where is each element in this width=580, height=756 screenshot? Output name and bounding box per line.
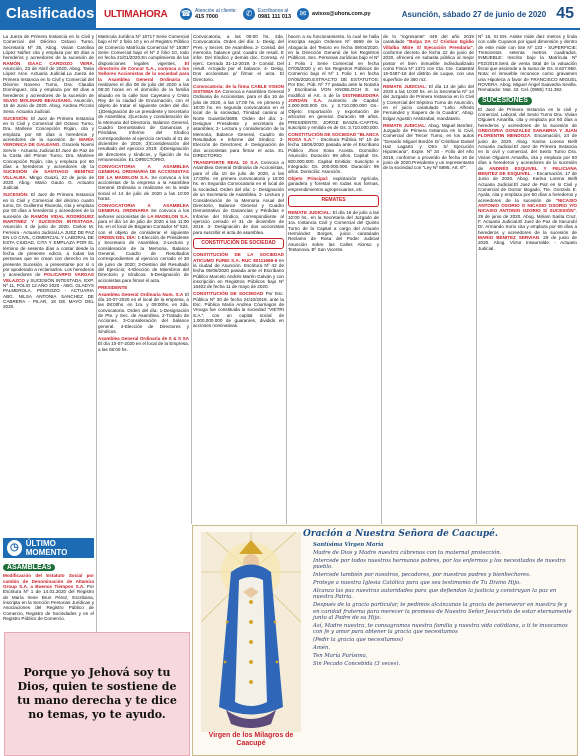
phone-contact: ☎ Atención al cliente: 415 7000 xyxy=(181,8,237,20)
notice-text: LA JUEZ DE PAZ EN LO CIVIL, COMERCIAL Y LABORAL DE ESTA CIUDAD, CITA Y EMPLAZA POR EL término de sesenta días a contar desde la fecha de presente edicto, a todas las personas que se crean con derecho en la presente Sucesión, a presentarse por sí o por apoderado a reclamarlos. Los herederos y acreedores de xyxy=(3,229,94,278)
ultimo-momento-banner: ◷ ÚLTIMO MOMENTO xyxy=(3,538,94,558)
notice-heading: GREGORIA GONZALEZ SANABRIA Y JUAN FLORENTIN MENDOZA xyxy=(478,128,577,139)
whatsapp-contact: ✆ Escríbanos al 0981 111 013 xyxy=(243,8,291,20)
whatsapp-icon: ✆ xyxy=(243,8,255,20)
email-contact: ✉ avisos@uhora.com.py xyxy=(297,8,371,20)
notice-heading: RAMÓN ISAAC CARDOZO VERA. xyxy=(3,60,94,66)
notice-heading: ORDEN DEL DÍA: xyxy=(98,234,137,240)
notice-heading: RAMÓN VIDAL RODRÍGUEZ MARTINEZ Y SUCESIÓN INTESTADA. xyxy=(3,213,94,224)
notice-text: El Juez de Primera Instancia en lo Civil y Comercial del Octavo Turno, Dra. Marlene Concepción Roján, cita y emplaza por 60 días a herederos y acreedores de la sucesión de xyxy=(3,115,94,143)
notice-heading: CONSTITUCIÓN DE LA SOCIEDAD ATICUMO FUREI S.A. RUC 80111666-6 xyxy=(193,252,284,263)
notice-text: Convoca a Asamblea General Ordinaria de Accionistas, para el día 16 de julio de 2020, a las 17:00 hs. en primera y 18:00 hs. en segunda convocatoria en el local de la sociedad, Trinidad camino al Norte Guambe/3689. Orden del día: 1- Designar Presidente y secretario de asamblea; 2- Lectura y consideración de la Memoria, Balance General, Cuadro de Resultados e Informe del Síndico; 3- Elección de Directores; 4- Designación de dos accionistas para firmar el acta. EL DIRECTORIO. xyxy=(193,89,284,159)
notice-heading: MARÍA VERONICA DE GALEANO. xyxy=(3,137,94,148)
category-label: SUCESIONES xyxy=(478,97,532,104)
prayer-line: (Pedir la gracia que necesitamos) xyxy=(313,637,403,644)
notice-heading: CONSTITUCIÓN DE SOCIEDAD xyxy=(193,291,264,297)
prayer-text xyxy=(313,542,573,669)
notice-text: La Jueza de Primera Instancia en lo Civil y Comercial del Décimo Noveno Turno, Dra. Claudia Domínguez, cita y emplaza por 60 días a herederos y acreedores de la sucesión de xyxy=(3,71,94,98)
notice-heading: El directorio de Concor S.A., convoca a los Señores Accionistas de la sociedad para la Asamblea General Ordinaria xyxy=(98,60,189,82)
notice-heading: Convocatoria: de la firma CABLE VISION SISTEMA SA xyxy=(193,83,284,95)
notice-text: Graciela Noemi Servín - Actuaria Judicial. xyxy=(3,142,94,153)
notice-text: EXTRACTO DE ESTATUTOS: Por Esc. Púb. Nº 77 pasada ante la Notaría y Escribanía VON KNOBLOCH E. se modificó el Art. 4 de la xyxy=(288,76,379,98)
notice-heading: CONVOCATORIA A ASAMBLEA GENERAL ORDINARIA xyxy=(98,202,189,214)
notice-heading: CONVOCATORIA A ASAMBLEA GENERAL ORDINARIA DE ACCIONISTAS DE LA MADELON S.A. xyxy=(98,163,189,180)
notice-text: y SUCESIÓN INTESTADA, EXP. Nº 11, FOLIO 12 AÑO 2020 - ABG. GLADYS PALMEROLA. PEDROZO - ACTUARIA ABG. NILSA ANTONIA SANCHEZ DE CABRERA - PILAR, 18 DE MAYO DEL 2020. xyxy=(3,277,94,310)
notice-heading: SUCESIÓN: xyxy=(3,115,29,121)
notice-text: Se convoca a los accionistas de la empresa a la Asamblea General Ordinaria a realizarse en la sede social el 14 de julio de 2020 a las 10:00 horas. xyxy=(98,174,189,201)
notice-text: El Juez de Primera Instancia en lo Civil y Comercial del décimo cuarto turno, Dr. Guillermo Rivarola, cita y emplaza por 60 días a herederos y acreedores de la sucesión de xyxy=(3,192,94,219)
column-divider xyxy=(476,34,477,524)
notice-heading: ANDRÉS ESQUIVEL Y FELICIANA BENITEZ DE ESQUIVEL xyxy=(478,165,577,176)
notice-heading: DISTRIBUIDORA JORDÁN S.A. xyxy=(288,92,379,104)
notice-heading: "NICASIO ANTONIO OSORIO O NICASIO OSORIO Y/O NICASIO ANTONIO OZORIO S/ SUCESIÓN" xyxy=(478,197,577,214)
column-3 xyxy=(193,34,284,544)
column-4 xyxy=(288,34,379,544)
notice-text: . Encarnación, 24 de junio de 2020. Abog. Karina Lorena Bellt Actuaria Judicial. xyxy=(478,133,577,150)
notice-text: Por Esc. Pública Nº 30 de fecha 24/10/2019, ante la Esc. Pública María Andrea Cóurriagos de Vrouga fue constituida la sociedad "VIETRI S.A.", con un capital social de 1.000.000.000 de guaraníes, dividido en acciones nominativas. xyxy=(193,291,284,329)
notice-text: La Jueza de Primera Instancia en lo Civil y Comercial del Décimo Octavo Turno, Secretaría Nº 35, Abog. Vivian Carolina López Núñez cita y emplaza por 60 días a herederos y acreedores de la sucesión de xyxy=(3,34,94,61)
notice-text: en la ciudad de Asunción. Escritura Nº 42 de fecha 05/06/2020 pasada ante el Escribano Público Marcelo Andrés Martín Galván y con inscripción en Registros Públicos bajo Nº 16402 de fecha 11 de mayo de 2020. xyxy=(193,257,284,290)
notice-text: El día 14 de julio del 2020 a las 10:00 hs. en la Secretaría Nº 14 del Juzgado de Primera Instancia en lo Civil y Comercial del Séptimo Turno de Asunción, en el juicio caratulado "Lelio Alfredo Fernández y Siapero de la Cuadra", Abog. Edgar Agustín Aristizabal, mandatario. xyxy=(383,83,474,121)
notice-heading: REMATE JUDICIAL: xyxy=(383,122,427,128)
mail-icon: ✉ xyxy=(297,8,309,20)
bible-verse-ad: Porque yo Jehová soy tu Dios, quien te sostiene de tu mano derecha y te dice no temas, yo te ayudo. xyxy=(4,632,190,756)
notice-text: Se convoca a los señores accionistas de xyxy=(98,208,189,219)
notice-text: Será de venta total de la valuación fiscal que asciende a la suma de Gs. 8.627.950. Nota: el inmueble reconoce como gravamen una Hipoteca a favor de FRANCISCO MIGUEL ROVERA. Abog. Miguel Ángel Saavedra Sevilla. Rematador. Mat. 43. Cel. (0985) 741.392. xyxy=(478,60,577,93)
notice-text: El Juez de Primera Instancia en lo civil y comercial, del Sexto Turno Dra. Vivian Olguiers Amarilla, cita y emplaza por 60 días a herederos y acreedores de la sucesión de xyxy=(478,144,577,171)
virgin-caption: Virgen de los Milagros de Caacupé xyxy=(208,732,294,747)
notice-heading: SUCESIÓN de SANTIAGO BENÍTEZ VILLALBA. xyxy=(3,169,94,180)
notice-heading: CONSTITUCIÓN DE SOCIEDAD "BLANCA ROSA S.A." xyxy=(288,131,379,143)
prayer-line: Protege a nuestra Iglesia Católica para que sea testimonio de Tu Divino Hijo. xyxy=(313,580,521,587)
notice-text: Mingo Guazú, 22 de junio de 2020. Abog. Mario Gauto G. Actuario Judicial. xyxy=(3,174,94,191)
column-2 xyxy=(98,34,189,559)
prayer-line: Sin Pecado Concebida (3 veces). xyxy=(313,661,401,667)
notice-text: El Juez de Paz en lo Civil y Comercial de Doctor Bogado, Tte. Gonzalo E. Ayala, cita y emplaza por 60 días a herederos y acreedores de la sucesión de xyxy=(478,181,577,203)
section-stamp: CONSTITUCIÓN DE SOCIEDAD xyxy=(193,238,284,249)
notice-heading: POLICARPO VARGAS VELAZCO xyxy=(3,272,94,283)
prayer-line: Intercede por todos nuestros hermanos pobres, por los enfermos y los necesitados de nuestro pueblo. xyxy=(313,557,566,571)
notice-text: Por Escritura Nº 1 de 14.01.2020 del Registro de María Irene Brun Pérez, Escribana, inscripta en la Sección Personas Jurídicas y Asociaciones del Registro Público de Comercio, Registro de Sociedades y en el Registro Público de Comercio. xyxy=(3,584,94,622)
notice-text: El día 16 de julio a las 10:00 hs., en la Secretaría del Juzgado de 1ra. Instancia Civil y Comercial del Quinto Turno de la Capital a cargo del Actuario Hernández Borges, juicio caratulado Reclamo de Rosa del Poder Judicial Asunción sobre las Calles Alonso y Testanova, Bº San Vicente. xyxy=(288,209,379,252)
notice-text: , conforme decreto de fecha 22 de junio de 2020, ofrecerá en subasta pública al mejor postor el bien inmueble individualizado como Finca Nº 1371 con Cta. Cte. Catastral 15-0487-18 del distrito de Luque, con una superficie de 360 m2. xyxy=(383,44,474,82)
notice-text: hacen a su funcionamiento. la cual se halla inscripta según Ordenes Nº 6669 de la Abogacía del Tesoro en fecha 09/04/2020, en la Dirección General de los Registros Públicos, Sec. Personas Jurídicas bajo el Nº 1 Folio 1 Serie Comercial en fecha 07/05/2020 y en los Registros Públicos de Comercio bajo el Nº 1 Folio 1 en fecha 07/05/2020. xyxy=(288,34,379,82)
notice-text: Convoca a Asamblea General Ordinaria de Accionistas, para el día 10 de julio de 2020, a las 17:00hs. en primera convocatoria y 18:00 hs. en Segunda Convocatoria en el local de la sociedad. Orden del día: 1- Designación de un Secretario de Asamblea. 2- Lectura y Consideración de la Memoria Anual del Directorio, Balance General y Cuadro Demostrativo de Ganancias y Pérdidas e Informe del Síndico, correspondiente al ejercicio cerrado el 31 de diciembre de 2019. 3- Designación de dos accionistas para suscribir el acta de asamblea. xyxy=(193,160,284,235)
notice-heading: Asamblea General Ordinaria Num. S.A xyxy=(98,291,184,297)
phone-icon: ☎ xyxy=(181,9,191,18)
column-divider xyxy=(286,34,287,524)
column-divider xyxy=(96,34,97,734)
notice-text: El Juez de Primera Instancia en lo civil y comercial, Laboral, del Sexto Turno Dra. Vivian Olguiers Amarilla, cita y emplaza por 60 días a herederos y acreedores de la sucesión de xyxy=(478,106,577,128)
notice-text: Convocatoria, a las 09:00 hs. 2da. Convocatoria. Orden del día: 1- Desig. del Pres. y Secret. De Asamblea. 2- Consid. del memoria, balance gral. cuadro de result. E infor. Del Síndico y demás doc. Corresp. Al ejerc. Cerrado 31-12-2019. 3- Consid. Del result. Arrojado por el balance. 4- Desig. Dos accionistas p/ firmar el acta. El Directorio. xyxy=(193,34,284,82)
prayer-subtitle: Santísima Virgen María xyxy=(313,542,384,548)
prayer-line: Intercede también por nosotros, pecadores, por nuestros padres y bienhechores. xyxy=(313,572,531,579)
prayer-line: Así, Madre nuestra, te consagramos nuestra familia y nuestra vida cotidiana, a ti te invocamos con fe y amor para obtener la gracia que necesitamos xyxy=(313,622,568,636)
notice-heading: MARIO BENITEZ SERVIAN xyxy=(478,234,540,240)
notice-text: . 29 de junio de 2020. Abog. Victor Insaurralde. - Actuario Judicial. xyxy=(478,234,577,251)
notice-text: El Juez de Paz de Itacurubí Dr. Armando Sorio cita y emplaza por 60 días a herederos y acreedores de la sucesión de xyxy=(478,218,577,235)
notice-text: explotación Agrícola, ganadera y forestal en todas sus formas, emprendimientos agropecuarios, etc. xyxy=(288,176,379,192)
page-number: 45 xyxy=(556,5,574,22)
virgin-image xyxy=(201,532,301,732)
notice-heading: LA MADELON S.A. xyxy=(147,213,189,219)
notice-text: - Escritura Pública Nº 10 de fecha 18/06/2020 pasada ante el Escribano Público Jhon Sosa Acosta. Domicilio: Asunción. Duración: 99 años. Capital: Gs. 800.000.000. Capital Emitido: Suscripto e Integrado: Gs. 200.000.000. Duración: 99 años. Domicilio: Asunción. xyxy=(288,137,379,175)
prayer-line: Alcanza las paz nuestras autoridades para que defiendan la justicia y construyan la paz en nuestra Patria. xyxy=(313,587,557,601)
notice-text: Asunción, 23 de Abril de 2020. Abog. Tania Lòpez Arce. Actuaria Judicial. xyxy=(3,66,94,77)
prayer-box xyxy=(192,525,578,756)
notice-text: Matricula Jurídica Nº 18717 Serie Comercial bajo el Nº 2 folio 10 y en el Registro Público de Comercio Matrícula Comercial Nº 19387 Serie Comercial bajo el Nº 2 folio 10, todo en fecha 21/01/2020. xyxy=(98,34,189,61)
notice-text: . - Encarnación, 17 de Junio de 2020. Abog. Karina Lorena Bellt Actuaria Judicial. xyxy=(478,170,577,187)
notice-heading: TRANSPORTE REAL 10 S.A xyxy=(193,160,258,166)
section-title: Clasificados xyxy=(0,0,96,29)
section-stamp: REMATES xyxy=(288,195,379,206)
notice-text: Asunción 4 de junio de 2020. Carlos M. Ferreira - Actuario Judicial. xyxy=(3,224,94,235)
notice-text: En cumplimiento de las disposiciones legales vigentes, xyxy=(98,55,189,66)
column-6 xyxy=(478,34,577,554)
notice-heading: Modificación del Estatuto Social por cambio de Denominación de Altamira Group S.A. a Buenos Tiempos S.A. xyxy=(3,573,94,590)
brand-logo: ULTIMAHORA xyxy=(104,8,168,20)
category-label: ASAMBLEAS xyxy=(3,564,55,571)
prayer-line: Ten María Purísima, xyxy=(313,653,368,660)
column-5 xyxy=(383,34,474,549)
notice-text: El Juez de Paz de la Costa del Primer Turno, Dra. Marlene Concepción Roján, cita y emplaza por 60 días a herederos y acreedores de la xyxy=(3,147,94,169)
issue-date: Asunción, sábado 27 de junio de 2020 xyxy=(401,9,547,19)
notice-heading: SILVIO MOLINARI BEAUSANG. xyxy=(3,98,73,104)
notice-text: El día 10-07-2020 en el local de la empresa, a las 08:00hs. en 1ra. y 09:00hs. en 2da. convocatoria. Orden del día: 1-Designación de Pte. y Sec. de Asamblea. 2-Tratado de Acciones. 3-Consideración del balance general. 4-Elección de Directores y Síndicos. xyxy=(98,291,189,334)
ultimo-momento-content xyxy=(3,561,94,631)
prayer-line: Amén. xyxy=(313,645,331,652)
notice-text: Nº 16, SI EN. Asiste mide diez metros y linda con calle Cuyanos por igual dimensión y dentro de este mide con lote Nº 133 - SUPERFICIE: Trescientos setenta metros cuadrados. INMUEBLE: Inscrito bajo la Matrícula Nº F02/2019. xyxy=(478,34,577,66)
prayer-title: Oración a Nuestra Señora de Caacupé. xyxy=(303,529,499,539)
notice-text: . 29 de junio de 2020. Abog. Miriam Sarita Cruz. F. Actuaria Judicial. xyxy=(478,208,577,224)
notice-heading: Asamblea General Ordinaria de S & S SA xyxy=(98,335,189,341)
column-divider xyxy=(191,34,192,524)
column-divider xyxy=(381,34,382,524)
notice-heading: REMATE JUDICIAL: xyxy=(383,83,427,89)
notice-text: a realizarse el día 08 de julio del 2020 a las 08:30 horas en el domicilio de la familia situado en la calle San Cayetano y Cristo Rey de la ciudad de Encarnación, con el objeto de tratar el siguiente orden del día: 1)Designación de un presidente y Secretario de Asamblea; 2)Lectura y consideración de la Memoria del Directorio, Balance General, Cuadro Demostrativo de Ganancias y Pérdidas, Informe del Síndico correspondiente al ejercicio cerrado al 31 de diciembre de 2019; 3)Consideración del resultado del ejercicio 2019; 4)Designación de directores y síndicos, y fijación de su remuneración. EL DIRECTORIO. xyxy=(98,76,189,162)
notice-text: 1-Elección de Presidente y Secretario de Asamblea; 2-Lectura y consideración de la Memoria, Balance General, Cuadro de Resultados correspondientes al ejercicio cerrado el 30 de junio de 2020; 3-Destino del Resultado del Ejercicio; 4-Elección de Miembros del Directorio y Síndicos. 5-Designación de accionistas para firmar el acta. xyxy=(98,234,189,283)
notice-heading: "Bolpa SA C/ Cristian Egidio Villalba Mitre S/ Ejecución Prendaria" xyxy=(383,39,474,50)
notice-text: El día 10-07-2020 en el local de la Empresa, a las 08:00 hs. xyxy=(98,341,189,352)
notice-text: Abog. Miguel Benítez, Juzgado de Primera Instancia en lo Civil, Comercial del Tercer Turno, en los autos "Gerardo Miguel Bordón D/ Cristhian Daniel Haz Lagarto y Otro S/ Ejecución Hipotecaria", Expte. Nº 34 - Folio del Año 2018, conforme a proveído de fecha 16 de junio de 2020. xyxy=(383,122,474,166)
column-1 xyxy=(3,34,94,539)
prayer-line: Después de la gracia particular, te pedimos alcánzanos la gracia de perseverar en nuestra fe y en caridad fraterna para merecer la promesa de Nuestro Señor Jesucristo de estar eternamente junto al Padre de su Hijo. xyxy=(313,602,572,622)
notice-text: para el día 14 de julio de 2020 a las 11:00 hs. en el local de Bogaran Contador Nº 524, con el objeto de considerar el siguiente xyxy=(98,218,189,235)
notice-heading: REMATE JUDICIAL: xyxy=(288,209,332,215)
clock-icon: ◷ xyxy=(7,540,22,556)
notice-text: Aumento de Capital: 2.000.000.000 Gs. y 3.710.000.000 Gs.- Objeto: Importación y exportación de artículos en general. Duración 99 años. PRESIDENTE: JORGE BASZIL-CAPITAL suscripto y emitido es de Gs. 3.710.000.000. xyxy=(288,98,379,130)
page-header xyxy=(0,0,580,30)
notice-heading: PRESIDENTE xyxy=(98,284,128,290)
notice-text: de lo "ingresante" 449 del año 2019 caratulado xyxy=(383,34,474,45)
notice-text: Asunción, 16 de Junio de 2020. Abog. Andrea Piccolo Sena. Actuaria Judicial. xyxy=(3,98,94,114)
notice-heading: Objeto Principal: xyxy=(288,176,329,182)
notice-text: Presidente y un representante de la sociedad con "Ley Nº 5895, Art. 6º". xyxy=(383,160,474,171)
notice-heading: SUCESIÓN: xyxy=(3,192,29,198)
prayer-line: Madre de Dios y Madre nuestra cúbrenos con tu maternal protección. xyxy=(313,549,502,556)
